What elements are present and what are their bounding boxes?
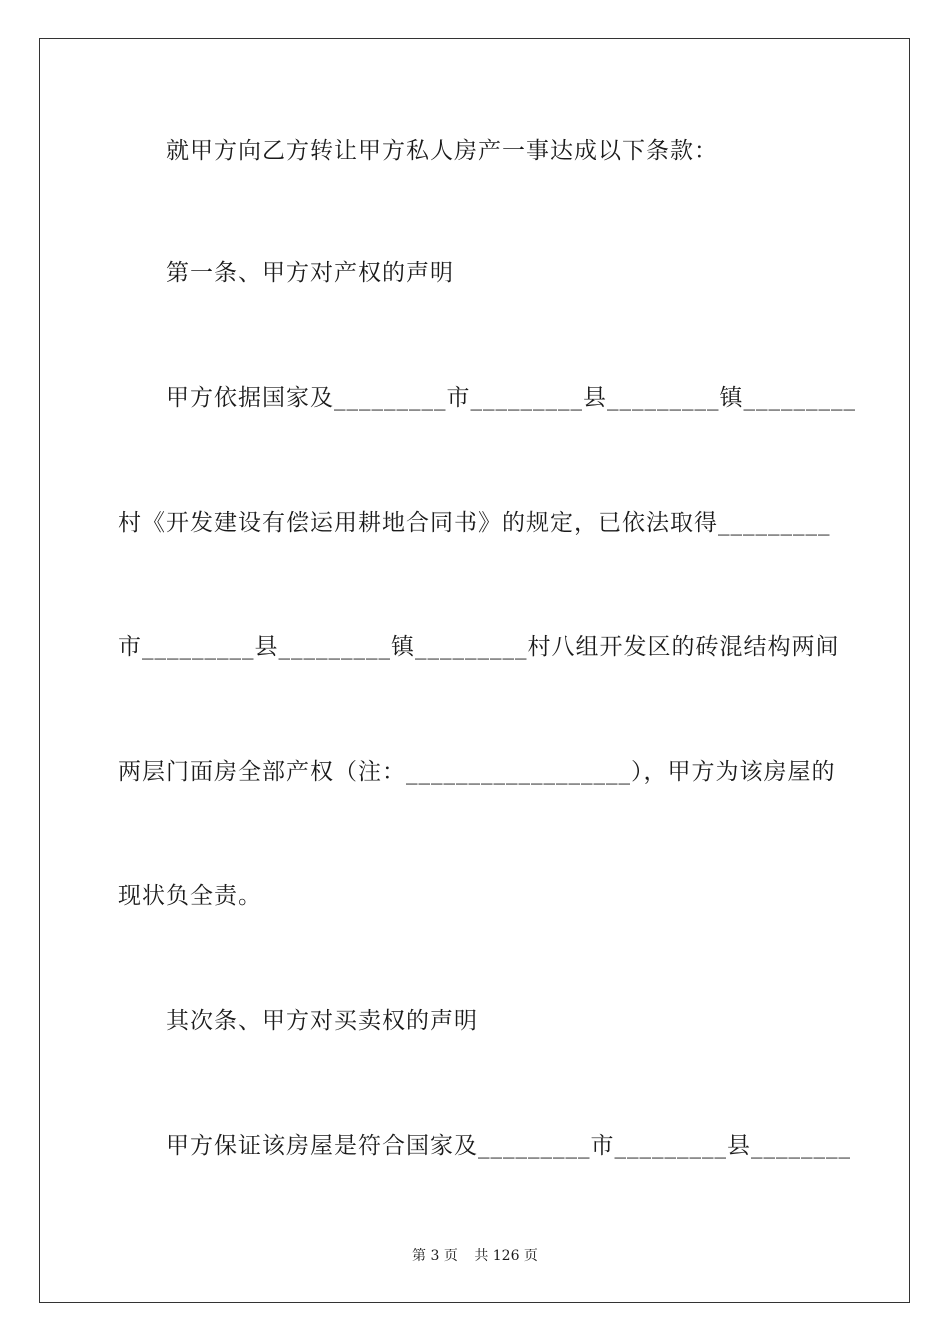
clause-1-line-4: 两层门面房全部产权（注：__________________），甲方为该房屋的 <box>118 759 836 785</box>
clause-2-line-1: 甲方保证该房屋是符合国家及_________市_________县________ <box>166 1133 851 1159</box>
clause-1-line-3: 市_________县_________镇_________村八组开发区的砖混结构两间 <box>118 634 840 660</box>
clause-1-line-2: 村《开发建设有偿运用耕地合同书》的规定，已依法取得_________ <box>118 510 831 536</box>
page-number: 第 3 页 <box>412 1248 458 1264</box>
page-footer <box>0 1246 950 1266</box>
paragraph-intro: 就甲方向乙方转让甲方私人房产一事达成以下条款： <box>166 138 718 164</box>
page-border <box>39 38 910 1303</box>
clause-1-line-1: 甲方依据国家及_________市_________县_________镇_________ <box>166 385 856 411</box>
clause-1-line-5: 现状负全责。 <box>118 883 262 909</box>
clause-1-heading: 第一条、甲方对产权的声明 <box>166 260 454 286</box>
clause-2-heading: 其次条、甲方对买卖权的声明 <box>166 1008 478 1034</box>
page-total: 共 126 页 <box>474 1248 538 1264</box>
